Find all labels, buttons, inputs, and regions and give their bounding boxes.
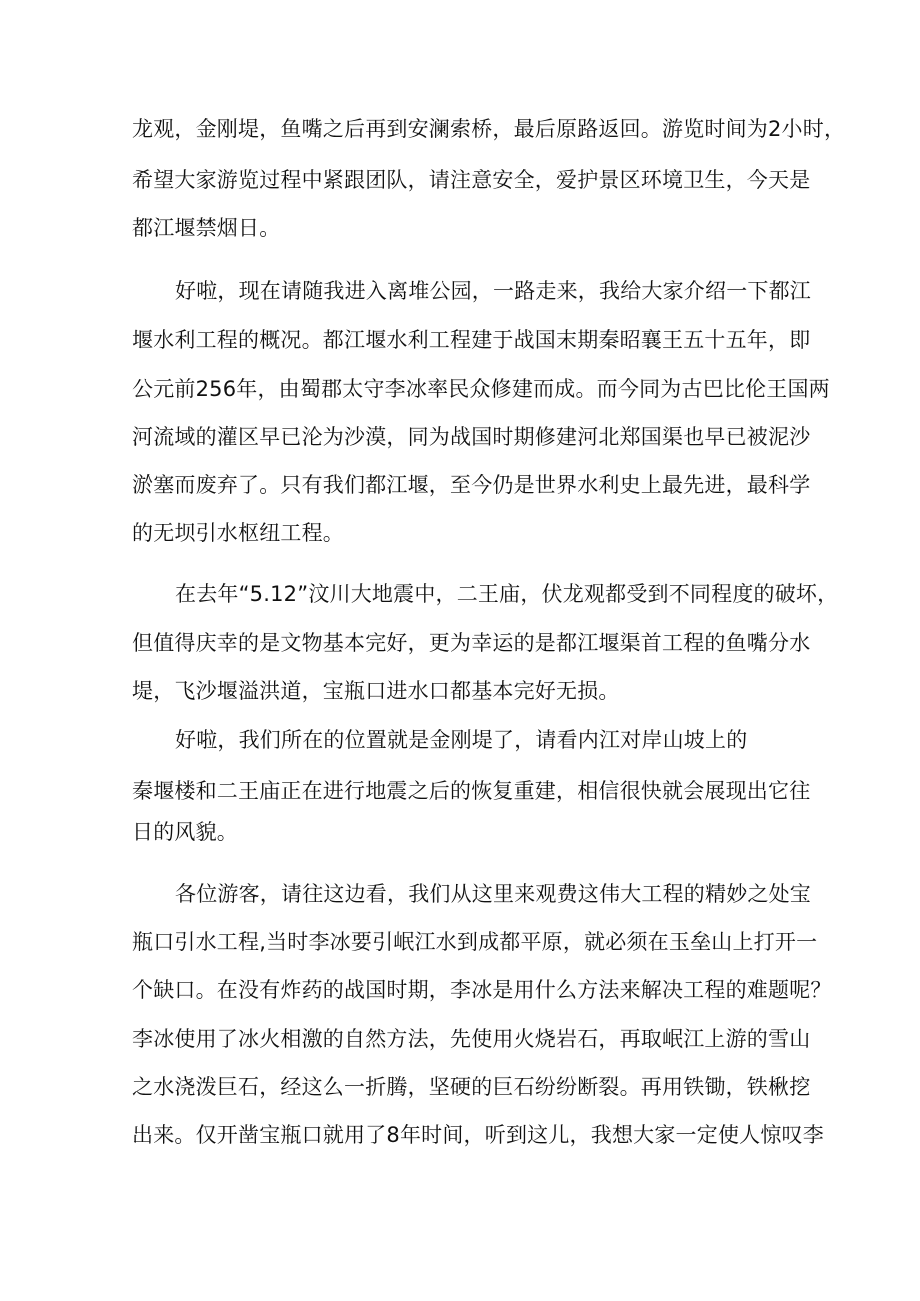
text-line: 个缺口。在没有炸药的战国时期，李冰是用什么方法来解决工程的难题呢？ (132, 978, 832, 1002)
text-line: 李冰使用了冰火相激的自然方法，先使用火烧岩石，再取岷江上游的雪山 (132, 1027, 811, 1051)
text-line: 的无坝引水枢纽工程。 (132, 521, 344, 545)
text-line: 好啦，现在请随我进入离堆公园，一路走来，我给大家介绍一下都江 (175, 279, 811, 303)
text-line: 公元前256年，由蜀郡太守李冰率民众修建而成。而今同为古巴比伦王国两 (132, 377, 830, 401)
text-line: 龙观，金刚堤，鱼嘴之后再到安澜索桥，最后原路返回。游览时间为2小时， (132, 117, 846, 141)
text-line: 瓶口引水工程,当时李冰要引岷江水到成都平原，就必须在玉垒山上打开一 (132, 930, 818, 954)
text-line: 堰水利工程的概况。都江堰水利工程建于战国末期秦昭襄王五十五年，即 (132, 328, 811, 352)
text-line: 秦堰楼和二王庙正在进行地震之后的恢复重建，相信很快就会展现出它往 (132, 779, 811, 803)
text-line: 日的风貌。 (132, 820, 238, 844)
text-line: 淤塞而废弃了。只有我们都江堰，至今仍是世界水利史上最先进，最科学 (132, 473, 811, 497)
text-line: 都江堰禁烟日。 (132, 216, 281, 240)
text-line: 希望大家游览过程中紧跟团队，请注意安全，爱护景区环境卫生，今天是 (132, 168, 811, 192)
text-line: 之水浇泼巨石，经这么一折腾，坚硬的巨石纷纷断裂。再用铁锄，铁楸挖 (132, 1075, 811, 1099)
text-line: 在去年“5.12”汶川大地震中，二王庙，伏龙观都受到不同程度的破坏， (175, 582, 839, 606)
text-line: 但值得庆幸的是文物基本完好，更为幸运的是都江堰渠首工程的鱼嘴分水 (132, 631, 811, 655)
text-line: 堤，飞沙堰溢洪道，宝瓶口进水口都基本完好无损。 (132, 679, 620, 703)
text-line: 河流域的灌区早已沦为沙漠，同为战国时期修建河北郑国渠也早已被泥沙 (132, 425, 811, 449)
text-line: 好啦，我们所在的位置就是金刚堤了，请看内江对岸山坡上的 (175, 728, 748, 752)
text-line: 各位游客，请往这边看，我们从这里来观费这伟大工程的精妙之处宝 (175, 882, 811, 906)
text-line: 出来。仅开凿宝瓶口就用了8年时间，听到这儿，我想大家一定使人惊叹李 (132, 1123, 824, 1147)
